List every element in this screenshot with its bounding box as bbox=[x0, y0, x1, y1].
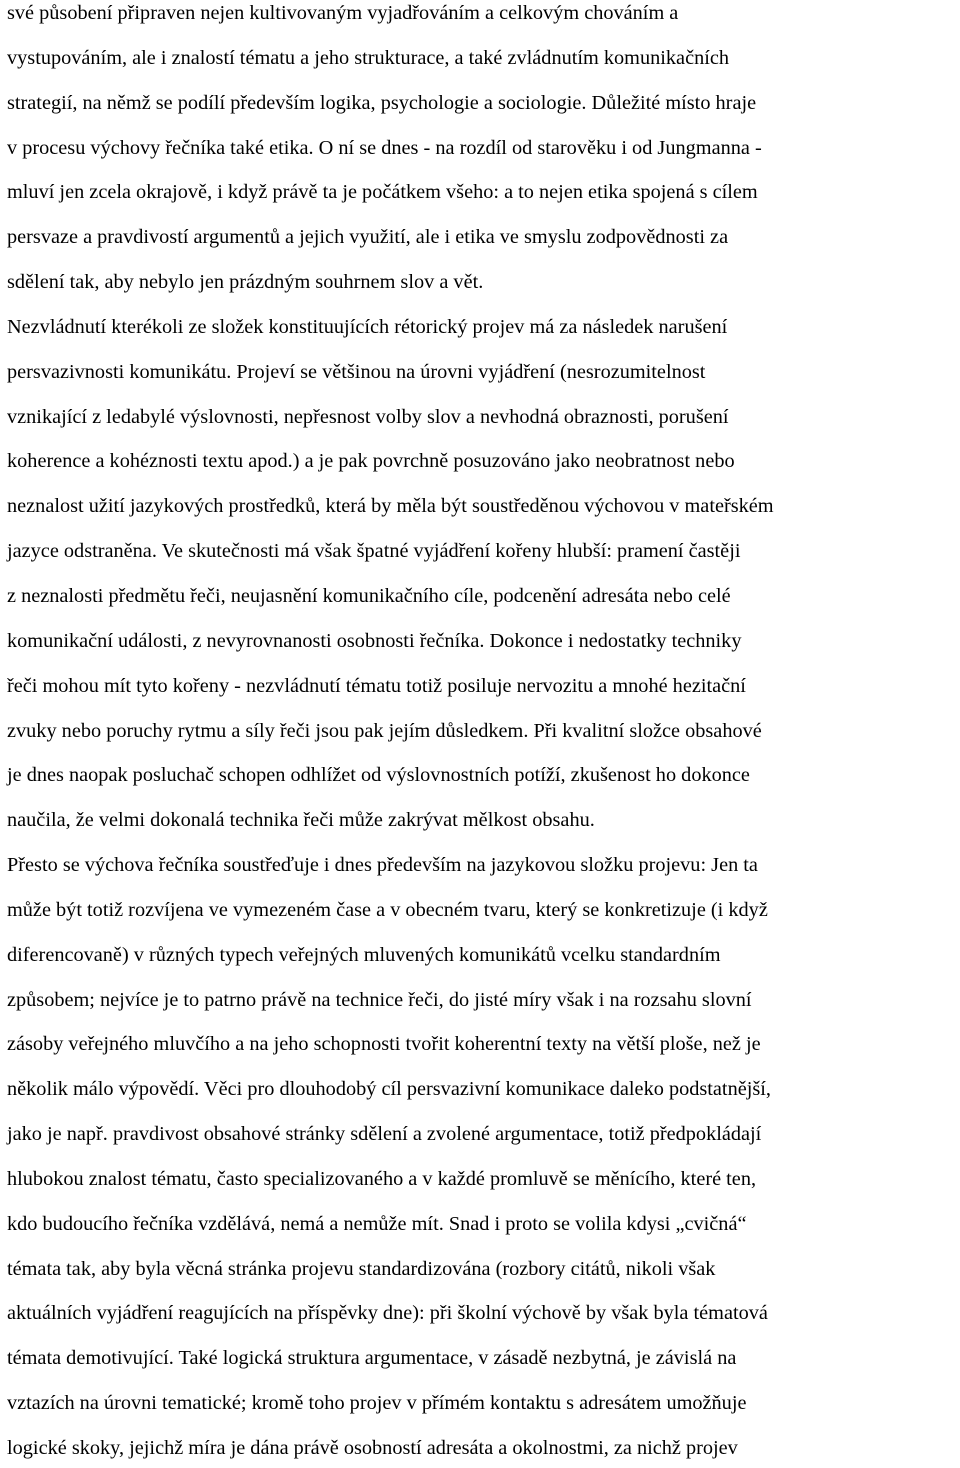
text-line: způsobem; nejvíce je to patrno právě na technice řeči, do jisté míry však i na rozsahu slovní bbox=[7, 988, 752, 1011]
text-line: vznikající z ledabylé výslovnosti, nepřesnost volby slov a nevhodná obraznosti, porušení bbox=[7, 405, 729, 428]
text-line: jako je např. pravdivost obsahové stránky sdělení a zvolené argumentace, totiž předpokládají bbox=[7, 1123, 762, 1146]
text-line: koherence a kohéznosti textu apod.) a je pak povrchně posuzováno jako neobratnost nebo bbox=[7, 450, 735, 473]
text-line: persvaze a pravdivostí argumentů a jejich využití, ale i etika ve smyslu zodpovědnosti za bbox=[7, 226, 729, 249]
text-line: naučila, že velmi dokonalá technika řeči může zakrývat mělkost obsahu. bbox=[7, 809, 595, 832]
text-line: několik málo výpovědí. Věci pro dlouhodobý cíl persvazivní komunikace daleko podstatnější, bbox=[7, 1078, 771, 1101]
text-line: strategií, na němž se podílí především logika, psychologie a sociologie. Důležité místo hraje bbox=[7, 91, 757, 114]
text-line: zásoby veřejného mluvčího a na jeho schopnosti tvořit koherentní texty na větší ploše, než je bbox=[7, 1033, 761, 1056]
text-line: Nezvládnutí kterékoli ze složek konstituujících rétorický projev má za následek narušení bbox=[7, 315, 728, 338]
text-line: může být totiž rozvíjena ve vymezeném čase a v obecném tvaru, který se konkretizuje (i když bbox=[7, 898, 768, 921]
text-line: diferencovaně) v různých typech veřejných mluvených komunikátů vcelku standardním bbox=[7, 943, 721, 966]
text-line: Přesto se výchova řečníka soustřeďuje i dnes především na jazykovou složku projevu: Jen ta bbox=[7, 854, 758, 877]
text-line: aktuálních vyjádření reagujících na příspěvky dne): při školní výchově by však byla tématová bbox=[7, 1302, 768, 1325]
text-line: zvuky nebo poruchy rytmu a síly řeči jsou pak jejím důsledkem. Při kvalitní složce obsahové bbox=[7, 719, 762, 742]
text-line: z neznalosti předmětu řeči, neujasnění komunikačního cíle, podcenění adresáta nebo celé bbox=[7, 584, 731, 607]
text-line: řeči mohou mít tyto kořeny - nezvládnutí tématu totiž posiluje nervozitu a mnohé hezitační bbox=[7, 674, 746, 697]
text-line: témata tak, aby byla věcná stránka projevu standardizována (rozbory citátů, nikoli však bbox=[7, 1257, 716, 1280]
text-line: vztazích na úrovni tematické; kromě toho projev v přímém kontaktu s adresátem umožňuje bbox=[7, 1392, 747, 1415]
text-line: persvazivnosti komunikátu. Projeví se většinou na úrovni vyjádření (nesrozumitelnost bbox=[7, 360, 706, 383]
text-line: jazyce odstraněna. Ve skutečnosti má však špatné vyjádření kořeny hlubší: pramení častěji bbox=[7, 540, 741, 563]
text-line: kdo budoucího řečníka vzdělává, nemá a nemůže mít. Snad i proto se volila kdysi „cvičná“ bbox=[7, 1212, 747, 1235]
text-line: témata demotivující. Také logická struktura argumentace, v zásadě nezbytná, je závislá na bbox=[7, 1347, 737, 1370]
text-line: sdělení tak, aby nebylo jen prázdným souhrnem slov a vět. bbox=[7, 271, 484, 294]
text-line: je dnes naopak posluchač schopen odhlížet od výslovnostních potíží, zkušenost ho dokonce bbox=[7, 764, 750, 787]
body-text bbox=[7, 0, 957, 1468]
text-line: hlubokou znalost tématu, často specializovaného a v každé promluvě se měnícího, které ten, bbox=[7, 1167, 757, 1190]
text-line: vystupováním, ale i znalostí tématu a jeho strukturace, a také zvládnutím komunikačních bbox=[7, 46, 730, 69]
text-line: komunikační události, z nevyrovnanosti osobnosti řečníka. Dokonce i nedostatky techniky bbox=[7, 629, 742, 652]
text-line: mluví jen zcela okrajově, i když právě ta je počátkem všeho: a to nejen etika spojená s cílem bbox=[7, 181, 758, 204]
text-line: logické skoky, jejichž míra je dána právě osobností adresáta a okolnostmi, za nichž projev bbox=[7, 1437, 738, 1459]
text-line: své působení připraven nejen kultivovaným vyjadřováním a celkovým chováním a bbox=[7, 2, 679, 24]
text-line: neznalost užití jazykových prostředků, která by měla být soustředěnou výchovou v mateřském bbox=[7, 495, 774, 518]
text-line: v procesu výchovy řečníka také etika. O ní se dnes - na rozdíl od starověku i od Jungmanna - bbox=[7, 136, 762, 159]
